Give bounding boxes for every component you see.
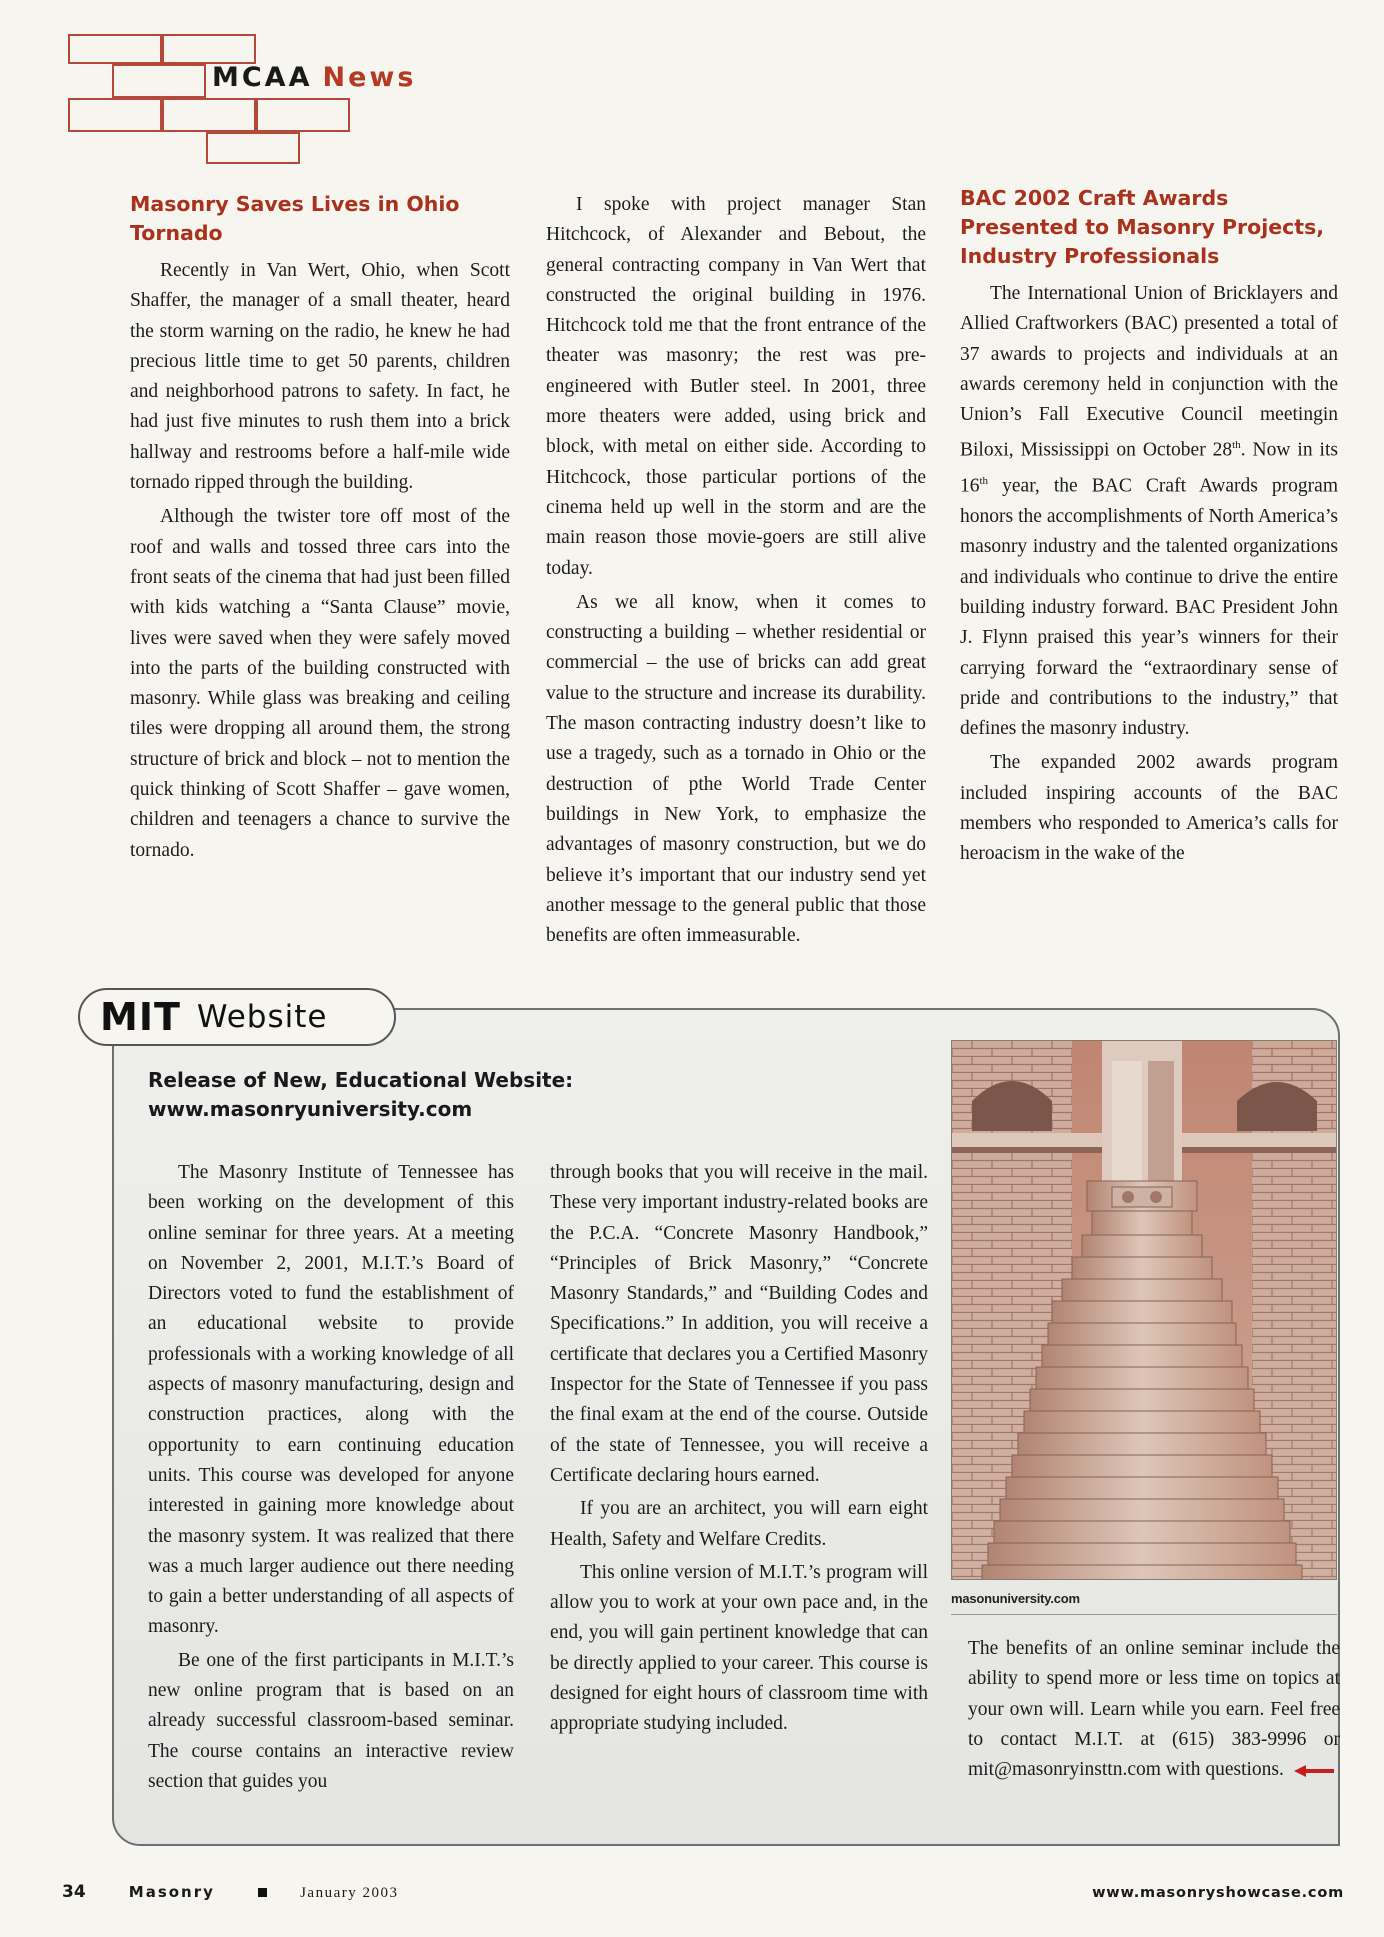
brick-shape: [256, 98, 350, 132]
footer-left: [62, 1882, 399, 1902]
article-headline: BAC 2002 Craft Awards Presented to Masonry Projects, Industry Professionals: [960, 186, 1325, 268]
mit-tab-subtitle: Website: [196, 999, 328, 1035]
magazine-name: Masonry: [128, 1883, 215, 1901]
photo-caption: masonuniversity.com: [951, 1591, 1080, 1606]
caption-divider: [951, 1614, 1337, 1615]
section-title-accent: News: [322, 62, 417, 93]
mit-headline-line: Release of New, Educational Website:: [148, 1068, 574, 1092]
mit-paragraph: through books that you will receive in the mail. These very important industry-related books are the P.C.A. “Concrete Masonry Handbook,” “Principles of Brick Masonry,” “Concrete Masonry Standards,” and “Building Codes and Specifications.” In addition, you will receive a certificate that declares you a Certified Masonry Inspector for the State of Tennessee if you pass the final exam at the end of the course. Outside of the state of Tennessee, you will receive a Certificate declaring hours earned.: [550, 1162, 928, 1486]
footer-url[interactable]: www.masonryshowcase.com: [1092, 1885, 1344, 1901]
article-paragraph: Although the twister tore off most of the roof and walls and tossed three cars into the front seats of the cinema that had just been filled with kids watching a “Santa Clause” movie, lives were saved when they were safely moved into the parts of the building constructed with masonry. While glass was breaking and ceiling tiles were dropping all around them, the strong structure of brick and block – not to mention the quick thinking of Scott Shaffer – gave women, children and teenagers a chance to survive the tornado.: [130, 506, 510, 861]
article-tornado-continued: [546, 190, 926, 951]
section-title: [212, 62, 416, 93]
brick-shape: [68, 34, 162, 64]
issue-date: January 2003: [300, 1885, 399, 1901]
mit-paragraph: This online version of M.I.T.’s program will allow you to work at your own pace and, in the end, you will gain pertinent knowledge that can be directly applied to your career. This course is designed for eight hours of classroom time with appropriate studying included.: [550, 1561, 928, 1735]
article-paragraph: As we all know, when it comes to constructing a building – whether residential or commercial – the use of bricks can add great value to the structure and increase its durability. The mason contracting industry doesn’t like to use a tragedy, such as a tornado in Ohio or the destruction of pthe World Trade Center buildings in New York, to emphasize the advantages of masonry construction, but we do believe it’s important that our industry send yet another message to the general public that those benefits are often immeasurable.: [546, 591, 926, 947]
mit-paragraph: The benefits of an online seminar include the ability to spend more or less time on topics at your own will. Learn while you earn. Feel free to contact M.I.T. at (615) 383-9996 or mit@masonryinsttn.com with questions.: [968, 1638, 1340, 1781]
mit-paragraph: Be one of the first participants in M.I.T.’s new online program that is based on an already successful classroom-based seminar. The course contains an interactive review section that guides you: [148, 1649, 514, 1792]
mit-column-3: [968, 1634, 1340, 1785]
brick-shape: [162, 98, 256, 132]
mit-website-tab: [78, 988, 396, 1046]
masonry-facade-photo: [951, 1040, 1337, 1580]
mit-website-link[interactable]: www.masonryuniversity.com: [148, 1097, 473, 1121]
article-paragraph: I spoke with project manager Stan Hitchcock, of Alexander and Bebout, the general contracting company in Van Wert that constructed the original building in 1976. Hitchcock told me that the front entrance of the theater was masonry; the rest was pre-engineered with Butler steel. In 2001, three more theaters were added, using brick and block, with metal on either side. According to Hitchcock, those particular portions of the cinema held up well in the storm and are the main reason those movie-goers are still alive today.: [546, 194, 926, 579]
separator-square-icon: [258, 1888, 267, 1897]
article-paragraph: Recently in Van Wert, Ohio, when Scott Shaffer, the manager of a small theater, heard the storm warning on the radio, he knew he had precious little time to get 50 parents, children and neighborhood patrons to safety. In fact, he had just five minutes to rush them into a brick hallway and restrooms before a half-mile wide tornado ripped through the building.: [130, 260, 510, 494]
brick-shape: [68, 98, 162, 132]
section-title-main: MCAA: [212, 62, 313, 93]
article-bac-awards: [960, 184, 1338, 870]
article-paragraph: The International Union of Bricklayers and Allied Craftworkers (BAC) presented a total of 37 awards to projects and individuals at an awards ceremony held in conjunction with the Union’s Fall Executive Council meetingin Biloxi, Mississippi on October 28th. Now in its 16th year, the BAC Craft Awards program honors the accomplishments of North America’s masonry industry and the talented organizations and individuals who continue to drive the entire building industry forward. BAC President John J. Flynn praised this year’s winners for their carrying forward the “extraordinary sense of pride and contributions to the industry,” that defines the masonry industry.: [960, 283, 1338, 740]
mit-paragraph: The Masonry Institute of Tennessee has been working on the development of this online seminar for three years. At a meeting on November 2, 2001, M.I.T.’s Board of Directors voted to fund the establishment of an educational website to provide professionals with a working knowledge of all aspects of masonry manufacturing, design and construction practices, along with the opportunity to earn continuing education units. This course was developed for anyone interested in gaining more knowledge about the masonry system. It was realized that there was a much larger audience out there needing to gain a better understanding of all aspects of masonry.: [148, 1162, 514, 1638]
mit-tab-title: MIT: [100, 995, 181, 1039]
footer-right: [1092, 1882, 1344, 1901]
brick-shape: [206, 132, 300, 164]
article-paragraph: The expanded 2002 awards program included inspiring accounts of the BAC members who responded to America’s calls for heroacism in the wake of the: [960, 752, 1338, 865]
page-number: 34: [62, 1882, 86, 1902]
mit-column-2: [550, 1158, 928, 1740]
arrow-left-icon: [1292, 1763, 1336, 1779]
mit-paragraph: If you are an architect, you will earn eight Health, Safety and Welfare Credits.: [550, 1498, 928, 1550]
brick-shape: [162, 34, 256, 64]
mit-column-1: [148, 1158, 514, 1797]
facade-illustration: [952, 1041, 1337, 1580]
mit-headline: [148, 1066, 768, 1124]
article-headline: Masonry Saves Lives in Ohio Tornado: [130, 192, 460, 245]
article-tornado: [130, 190, 510, 866]
brick-shape: [112, 64, 206, 98]
